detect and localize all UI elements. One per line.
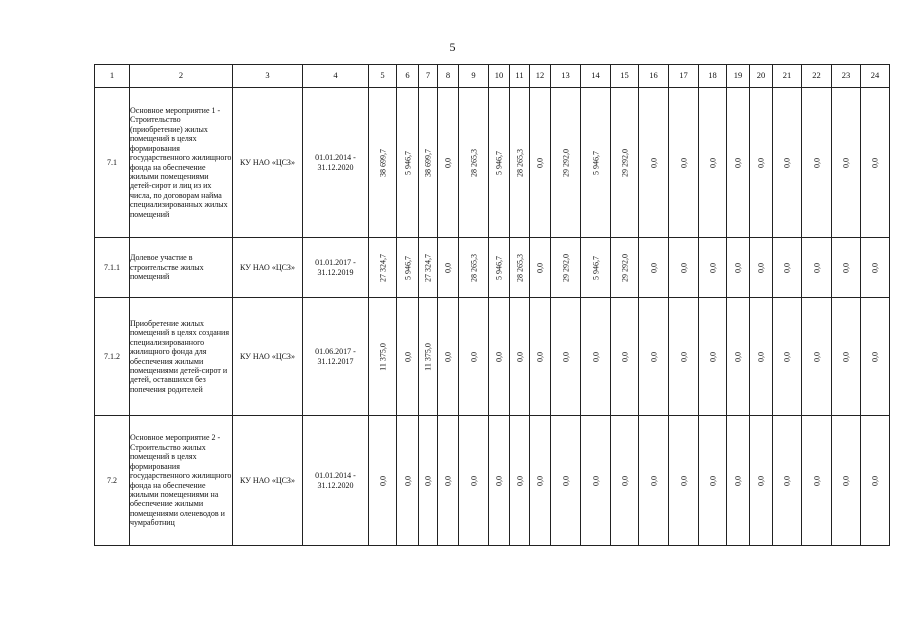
header-cell: 1: [95, 65, 130, 88]
row-period: 01.06.2017 - 31.12.2017: [303, 298, 369, 416]
value-cell: [459, 88, 489, 238]
value-cell: [727, 88, 750, 238]
header-cell: 4: [303, 65, 369, 88]
value-cell: [369, 416, 397, 546]
value-cell: [530, 416, 551, 546]
header-cell: 20: [750, 65, 773, 88]
value-cell: [419, 416, 438, 546]
value-text: 0,0: [535, 262, 545, 273]
value-text: 0,0: [619, 351, 629, 362]
value-text: 0,0: [733, 262, 743, 273]
value-cell: [727, 238, 750, 298]
value-cell: [773, 238, 802, 298]
row-period: 01.01.2014 - 31.12.2020: [303, 416, 369, 546]
value-cell: [861, 88, 890, 238]
value-cell: [397, 416, 419, 546]
value-text: 0,0: [590, 351, 600, 362]
value-cell: [773, 298, 802, 416]
value-cell: [699, 238, 727, 298]
row-number: 7.2: [95, 416, 130, 546]
header-cell: 2: [130, 65, 233, 88]
value-text: 0,0: [619, 475, 629, 486]
value-text: 29 292,0: [619, 148, 629, 177]
row-number: 7.1.1: [95, 238, 130, 298]
value-cell: [773, 416, 802, 546]
value-text: 5 946,7: [402, 255, 412, 280]
header-cell: 24: [861, 65, 890, 88]
value-cell: [750, 238, 773, 298]
value-cell: [611, 88, 639, 238]
value-text: 0,0: [870, 351, 880, 362]
row-number: 7.1.2: [95, 298, 130, 416]
value-cell: [802, 298, 832, 416]
value-text: 0,0: [423, 475, 433, 486]
row-description: Основное мероприятие 1 - Строительство (приобретение) жилых помещений в целях формирования государственного жилищного фонда на обеспечение жилыми помещениями детей-сирот и лиц из их числа, по договорам найма специализированных жилых помещений: [130, 88, 233, 238]
header-cell: 6: [397, 65, 419, 88]
value-text: 28 265,3: [468, 148, 478, 177]
value-cell: [699, 298, 727, 416]
value-text: 0,0: [811, 157, 821, 168]
value-text: 0,0: [756, 351, 766, 362]
value-text: 0,0: [443, 262, 453, 273]
value-text: 0,0: [811, 475, 821, 486]
row-description: Основное мероприятие 2 - Строительство жилых помещений в целях формирования государственного жилищного фонда на обеспечение жилыми помещениями на обеспечение жилыми помещениями оленеводов и чумработниц: [130, 416, 233, 546]
value-cell: [510, 416, 530, 546]
value-cell: [639, 416, 669, 546]
value-text: 29 292,0: [619, 253, 629, 282]
value-text: 38 699,7: [423, 148, 433, 177]
value-text: 0,0: [514, 351, 524, 362]
header-cell: 13: [551, 65, 581, 88]
row-organization: КУ НАО «ЦСЗ»: [233, 238, 303, 298]
value-text: 28 265,3: [514, 148, 524, 177]
header-cell: 16: [639, 65, 669, 88]
value-cell: [611, 416, 639, 546]
value-text: 0,0: [535, 475, 545, 486]
value-text: 0,0: [756, 475, 766, 486]
value-text: 0,0: [707, 262, 717, 273]
value-cell: [802, 88, 832, 238]
value-text: 5 946,7: [590, 255, 600, 280]
value-cell: [581, 88, 611, 238]
value-text: 0,0: [756, 157, 766, 168]
value-cell: [551, 416, 581, 546]
row-number: 7.1: [95, 88, 130, 238]
value-cell: [438, 238, 459, 298]
value-text: 0,0: [468, 475, 478, 486]
header-cell: 21: [773, 65, 802, 88]
value-text: 0,0: [443, 475, 453, 486]
value-cell: [551, 298, 581, 416]
value-text: 0,0: [841, 262, 851, 273]
value-cell: [802, 416, 832, 546]
value-cell: [510, 88, 530, 238]
value-cell: [489, 416, 510, 546]
value-text: 0,0: [377, 475, 387, 486]
header-cell: 3: [233, 65, 303, 88]
value-text: 0,0: [648, 157, 658, 168]
value-cell: [489, 238, 510, 298]
value-cell: [832, 88, 861, 238]
value-cell: [489, 88, 510, 238]
value-text: 28 265,3: [514, 253, 524, 282]
value-cell: [419, 298, 438, 416]
value-cell: [750, 298, 773, 416]
header-cell: 11: [510, 65, 530, 88]
header-cell: 12: [530, 65, 551, 88]
row-organization: КУ НАО «ЦСЗ»: [233, 416, 303, 546]
value-cell: [438, 298, 459, 416]
table-row: [95, 238, 890, 298]
value-text: 0,0: [560, 351, 570, 362]
row-period: 01.01.2014 - 31.12.2020: [303, 88, 369, 238]
value-text: 0,0: [402, 475, 412, 486]
value-cell: [369, 238, 397, 298]
value-cell: [397, 238, 419, 298]
value-text: 0,0: [782, 351, 792, 362]
value-cell: [669, 88, 699, 238]
value-text: 0,0: [870, 262, 880, 273]
value-cell: [802, 238, 832, 298]
value-cell: [669, 298, 699, 416]
value-cell: [369, 298, 397, 416]
value-text: 0,0: [733, 157, 743, 168]
table-row: [95, 88, 890, 238]
value-cell: [551, 238, 581, 298]
value-text: 29 292,0: [560, 148, 570, 177]
value-text: 29 292,0: [560, 253, 570, 282]
value-cell: [581, 298, 611, 416]
header-row: [95, 65, 890, 88]
value-text: 0,0: [494, 475, 504, 486]
header-cell: 22: [802, 65, 832, 88]
value-cell: [639, 298, 669, 416]
value-cell: [510, 238, 530, 298]
value-text: 0,0: [707, 475, 717, 486]
value-text: 0,0: [782, 475, 792, 486]
value-cell: [530, 298, 551, 416]
value-cell: [861, 238, 890, 298]
value-cell: [419, 88, 438, 238]
value-text: 0,0: [870, 157, 880, 168]
value-cell: [459, 298, 489, 416]
value-text: 0,0: [648, 262, 658, 273]
value-text: 0,0: [733, 475, 743, 486]
value-cell: [530, 88, 551, 238]
value-cell: [861, 416, 890, 546]
value-cell: [727, 298, 750, 416]
value-text: 28 265,3: [468, 253, 478, 282]
value-cell: [581, 238, 611, 298]
value-text: 0,0: [811, 351, 821, 362]
value-cell: [750, 88, 773, 238]
value-text: 5 946,7: [590, 150, 600, 175]
header-cell: 9: [459, 65, 489, 88]
value-text: 0,0: [782, 262, 792, 273]
value-text: 5 946,7: [402, 150, 412, 175]
value-text: 11 375,0: [377, 342, 387, 371]
value-cell: [639, 238, 669, 298]
value-cell: [669, 238, 699, 298]
value-cell: [861, 298, 890, 416]
value-text: 0,0: [756, 262, 766, 273]
page-number: 5: [449, 40, 456, 54]
header-cell: 23: [832, 65, 861, 88]
row-organization: КУ НАО «ЦСЗ»: [233, 88, 303, 238]
value-cell: [489, 298, 510, 416]
value-text: 0,0: [443, 157, 453, 168]
value-cell: [750, 416, 773, 546]
header-cell: 18: [699, 65, 727, 88]
table-row: [95, 416, 890, 546]
value-cell: [459, 416, 489, 546]
value-cell: [832, 416, 861, 546]
value-text: 0,0: [443, 351, 453, 362]
value-text: 0,0: [535, 351, 545, 362]
value-text: 0,0: [560, 475, 570, 486]
value-text: 0,0: [678, 157, 688, 168]
value-cell: [669, 416, 699, 546]
header-cell: 5: [369, 65, 397, 88]
value-text: 0,0: [870, 475, 880, 486]
row-period: 01.01.2017 - 31.12.2019: [303, 238, 369, 298]
value-text: 38 699,7: [377, 148, 387, 177]
row-description: Долевое участие в строительстве жилых помещений: [130, 238, 233, 298]
value-text: 27 324,7: [423, 253, 433, 282]
value-cell: [611, 238, 639, 298]
value-text: 0,0: [494, 351, 504, 362]
value-text: 0,0: [811, 262, 821, 273]
value-cell: [727, 416, 750, 546]
header-cell: 7: [419, 65, 438, 88]
table-row: [95, 298, 890, 416]
value-text: 11 375,0: [423, 342, 433, 371]
value-cell: [551, 88, 581, 238]
row-organization: КУ НАО «ЦСЗ»: [233, 298, 303, 416]
header-cell: 17: [669, 65, 699, 88]
value-cell: [397, 298, 419, 416]
value-cell: [611, 298, 639, 416]
value-text: 27 324,7: [377, 253, 387, 282]
header-cell: 19: [727, 65, 750, 88]
value-text: 0,0: [402, 351, 412, 362]
value-text: 0,0: [707, 351, 717, 362]
value-text: 0,0: [841, 475, 851, 486]
value-cell: [438, 88, 459, 238]
value-cell: [832, 238, 861, 298]
value-text: 0,0: [841, 157, 851, 168]
value-text: 0,0: [678, 262, 688, 273]
value-text: 0,0: [733, 351, 743, 362]
value-cell: [530, 238, 551, 298]
value-cell: [438, 416, 459, 546]
value-text: 0,0: [468, 351, 478, 362]
value-text: 0,0: [648, 351, 658, 362]
value-cell: [510, 298, 530, 416]
value-text: 0,0: [648, 475, 658, 486]
value-cell: [773, 88, 802, 238]
header-cell: 10: [489, 65, 510, 88]
header-cell: 15: [611, 65, 639, 88]
header-cell: 8: [438, 65, 459, 88]
value-text: 0,0: [782, 157, 792, 168]
header-cell: 14: [581, 65, 611, 88]
value-cell: [459, 238, 489, 298]
value-cell: [639, 88, 669, 238]
value-text: 5 946,7: [494, 150, 504, 175]
value-cell: [832, 298, 861, 416]
value-cell: [699, 416, 727, 546]
value-cell: [397, 88, 419, 238]
value-cell: [581, 416, 611, 546]
value-text: 0,0: [590, 475, 600, 486]
value-text: 0,0: [678, 351, 688, 362]
value-cell: [699, 88, 727, 238]
value-text: 0,0: [535, 157, 545, 168]
value-cell: [419, 238, 438, 298]
row-description: Приобретение жилых помещений в целях создания специализированного жилищного фонда для обеспечения жилыми помещениями детей-сирот и детей, оставшихся без попечения родителей: [130, 298, 233, 416]
value-text: 0,0: [678, 475, 688, 486]
value-text: 0,0: [707, 157, 717, 168]
budget-table: [94, 64, 890, 546]
value-text: 0,0: [841, 351, 851, 362]
value-text: 0,0: [514, 475, 524, 486]
value-text: 5 946,7: [494, 255, 504, 280]
value-cell: [369, 88, 397, 238]
